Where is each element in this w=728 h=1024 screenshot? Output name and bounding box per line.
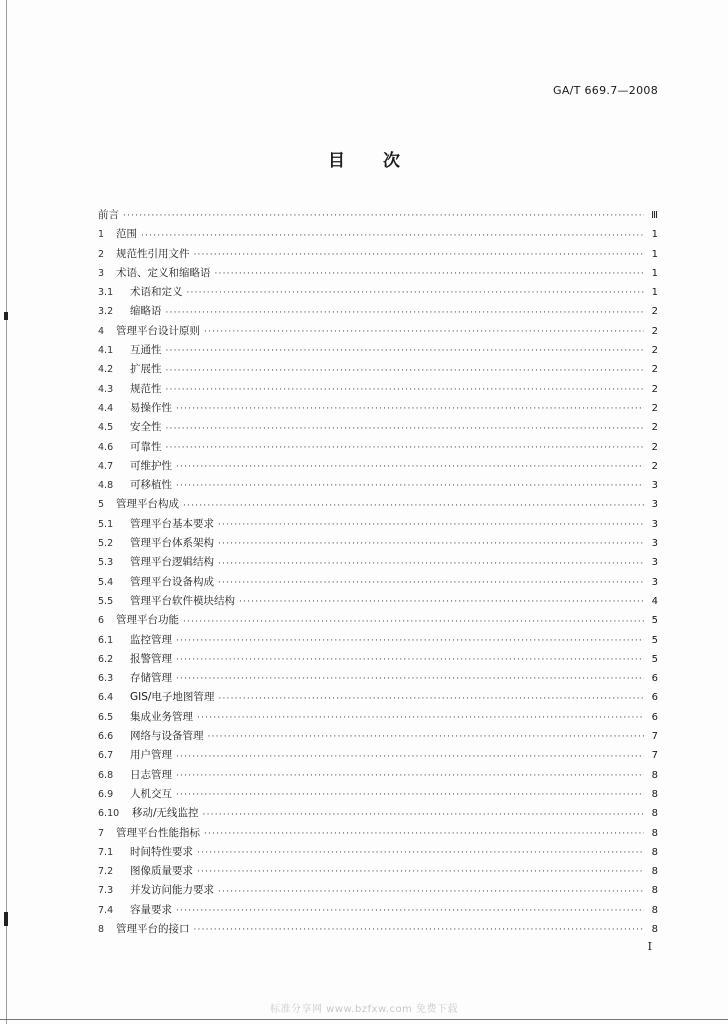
toc-leader-dots <box>204 826 644 843</box>
toc-entry-number: 6.5 <box>98 711 114 723</box>
toc-leader-dots <box>176 768 644 785</box>
toc-entry <box>98 322 658 341</box>
toc-leader-dots <box>215 266 645 283</box>
toc-entry-number: 5 <box>98 499 105 511</box>
toc-entry-label: 可维护性 <box>130 459 172 472</box>
page-number: I <box>647 940 652 953</box>
toc-entry-number: 7 <box>98 827 105 839</box>
toc-leader-dots <box>197 864 644 881</box>
toc-entry <box>98 862 658 881</box>
toc-entry-page: 3 <box>651 518 658 530</box>
toc-entry-page: 3 <box>651 499 658 511</box>
toc-entry-number: 5.3 <box>98 557 114 569</box>
toc-leader-dots <box>218 517 644 534</box>
toc-leader-dots <box>187 285 645 302</box>
toc-entry-number: 7.3 <box>98 885 114 897</box>
toc-entry-label: 互通性 <box>130 344 162 357</box>
toc-entry <box>98 302 658 321</box>
toc-entry <box>98 245 658 264</box>
toc-entry <box>98 688 658 707</box>
toc-leader-dots <box>183 614 644 631</box>
toc-leader-dots <box>208 729 645 746</box>
toc-entry <box>98 592 658 611</box>
scan-edge-bottom <box>0 1019 728 1020</box>
toc-entry-number: 4.1 <box>98 345 114 357</box>
toc-entry-label: 术语和定义 <box>130 286 183 299</box>
toc-leader-dots <box>166 305 645 322</box>
toc-entry-page: 5 <box>651 615 658 627</box>
toc-entry-page: 6 <box>651 673 658 685</box>
toc-entry-label: 移动/无线监控 <box>132 807 199 820</box>
toc-entry-page: 2 <box>651 460 658 472</box>
toc-entry-number: 6.8 <box>98 769 114 781</box>
toc-entry <box>98 804 658 823</box>
toc-entry-page: 2 <box>651 422 658 434</box>
toc-entry <box>98 457 658 476</box>
toc-entry <box>98 746 658 765</box>
toc-entry-page: 3 <box>651 557 658 569</box>
toc-entry-label: 管理平台构成 <box>116 498 179 511</box>
toc-entry-number: 4 <box>98 325 105 337</box>
toc-entry <box>98 669 658 688</box>
toc-leader-dots <box>123 208 644 225</box>
toc-entry-number: 7.1 <box>98 846 114 858</box>
toc-entry-number: 3 <box>98 267 105 279</box>
toc-entry-label: 管理平台体系架构 <box>130 537 214 550</box>
toc-entry <box>98 631 658 650</box>
toc-leader-dots <box>176 903 644 920</box>
toc-entry-page: 8 <box>651 885 658 897</box>
toc-entry-page: 6 <box>651 692 658 704</box>
toc-leader-dots <box>197 845 644 862</box>
toc-entry <box>98 264 658 283</box>
toc-entry-label: 规范性引用文件 <box>116 247 190 260</box>
toc-leader-dots <box>176 478 644 495</box>
toc-entry-label: 用户管理 <box>130 749 172 762</box>
toc-leader-dots <box>141 228 644 245</box>
toc-entry-label: 术语、定义和缩略语 <box>116 266 211 279</box>
toc-entry <box>98 785 658 804</box>
toc-entry-number: 4.6 <box>98 441 114 453</box>
toc-entry <box>98 283 658 302</box>
toc-entry-number: 3.2 <box>98 306 114 318</box>
toc-entry-number: 7.4 <box>98 904 114 916</box>
toc-leader-dots <box>176 633 644 650</box>
toc-leader-dots <box>166 440 645 457</box>
toc-entry-page: 2 <box>651 306 658 318</box>
toc-entry-label: 管理平台功能 <box>116 614 179 627</box>
toc-entry-page: 2 <box>651 383 658 395</box>
toc-leader-dots <box>218 884 644 901</box>
toc-entry-label: 人机交互 <box>130 787 172 800</box>
toc-entry <box>98 650 658 669</box>
toc-entry-label: 管理平台设备构成 <box>130 575 214 588</box>
toc-entry <box>98 766 658 785</box>
document-code: GA/T 669.7—2008 <box>553 84 658 97</box>
toc-entry-page: 8 <box>651 808 658 820</box>
toc-entry-number: 6.1 <box>98 634 114 646</box>
toc-entry-page: 1 <box>651 229 658 241</box>
toc-entry <box>98 495 658 514</box>
toc-title <box>0 146 728 171</box>
toc-leader-dots <box>218 536 644 553</box>
toc-entry-label: 管理平台性能指标 <box>116 826 200 839</box>
scan-mark <box>4 312 8 320</box>
toc-entry-label: 存储管理 <box>130 672 172 685</box>
toc-entry-number: 6.2 <box>98 653 114 665</box>
toc-entry-label: 图像质量要求 <box>130 865 193 878</box>
toc-entry-page: 7 <box>651 731 658 743</box>
toc-entry-number: 1 <box>98 229 105 241</box>
toc-leader-dots <box>197 710 644 727</box>
toc-entry-number: 7.2 <box>98 866 114 878</box>
toc-leader-dots <box>194 922 645 939</box>
watermark: 标准分享网 www.bzfxw.com 免费下载 <box>270 1004 458 1015</box>
toc-entry-page: 1 <box>651 248 658 260</box>
toc-entry-page: 5 <box>651 634 658 646</box>
toc-entry-page: 1 <box>651 287 658 299</box>
toc-entry-number: 6.9 <box>98 788 114 800</box>
toc-leader-dots <box>183 498 644 515</box>
toc-entry-number: 4.2 <box>98 364 114 376</box>
toc-leader-dots <box>203 807 644 824</box>
toc-entry-label: 管理平台的接口 <box>116 922 190 935</box>
toc-entry-page: 3 <box>651 576 658 588</box>
toc-entry-label: 管理平台设计原则 <box>116 324 200 337</box>
toc-entry-number: 6 <box>98 615 105 627</box>
toc-entry <box>98 515 658 534</box>
toc-entry-page: 8 <box>651 904 658 916</box>
toc-entry-label: 扩展性 <box>130 363 162 376</box>
toc-entry <box>98 727 658 746</box>
toc-entry <box>98 708 658 727</box>
toc-leader-dots <box>166 343 645 360</box>
toc-entry-page: 1 <box>651 267 658 279</box>
toc-entry-page: 8 <box>651 866 658 878</box>
toc-leader-dots <box>176 401 644 418</box>
toc-leader-dots <box>218 691 644 708</box>
toc-entry <box>98 225 658 244</box>
toc-entry-page: 2 <box>651 441 658 453</box>
toc-entry <box>98 901 658 920</box>
toc-entry <box>98 380 658 399</box>
toc-leader-dots <box>239 594 644 611</box>
toc-entry-number: 4.4 <box>98 402 114 414</box>
toc-entry-label: 安全性 <box>130 421 162 434</box>
toc-entry-label: 可靠性 <box>130 440 162 453</box>
toc-entry-number: 5.5 <box>98 595 114 607</box>
toc-entry-page: 8 <box>651 846 658 858</box>
toc-entry-label: 缩略语 <box>130 305 162 318</box>
toc-entry-page: 8 <box>651 769 658 781</box>
toc-leader-dots <box>218 556 644 573</box>
toc-entry-number: 5.2 <box>98 538 114 550</box>
toc-leader-dots <box>176 749 644 766</box>
toc-entry-number: 5.1 <box>98 518 114 530</box>
toc-entry-label: 容量要求 <box>130 903 172 916</box>
toc-title-char: 目 <box>328 151 345 171</box>
toc-entry-page: 2 <box>651 345 658 357</box>
toc-entry-page: 5 <box>651 653 658 665</box>
toc-entry-page: 8 <box>651 827 658 839</box>
toc-leader-dots <box>218 575 644 592</box>
toc-entry-label: 管理平台软件模块结构 <box>130 594 235 607</box>
toc-title-char: 次 <box>383 151 400 171</box>
toc-entry-page: 4 <box>651 595 658 607</box>
toc-entry-page: 8 <box>651 788 658 800</box>
toc-entry-number: 4.8 <box>98 480 114 492</box>
toc-entry-number: 3.1 <box>98 287 114 299</box>
toc-entry-number: 6.3 <box>98 673 114 685</box>
toc-entry-label: 网络与设备管理 <box>130 730 204 743</box>
toc-entry-page: 8 <box>651 923 658 935</box>
toc-entry-page: 3 <box>651 538 658 550</box>
toc-entry-label: GIS/电子地图管理 <box>130 691 215 704</box>
toc-entry <box>98 573 658 592</box>
toc-entry <box>98 418 658 437</box>
toc-entry <box>98 399 658 418</box>
toc-entry-number: 6.4 <box>98 692 114 704</box>
toc-entry-label: 并发访问能力要求 <box>130 884 214 897</box>
toc-leader-dots <box>176 459 644 476</box>
toc-entry-label: 管理平台逻辑结构 <box>130 556 214 569</box>
toc-entry <box>98 920 658 939</box>
toc-entry <box>98 843 658 862</box>
toc-leader-dots <box>176 652 644 669</box>
toc-entry-label: 报警管理 <box>130 652 172 665</box>
toc-entry-page: 7 <box>651 750 658 762</box>
scan-mark <box>4 912 8 926</box>
toc-entry <box>98 824 658 843</box>
toc-entry-label: 前言 <box>98 209 119 221</box>
toc-entry-number: 4.3 <box>98 383 114 395</box>
toc-entry <box>98 534 658 553</box>
toc-entry-number: 6.6 <box>98 731 114 743</box>
toc-entry <box>98 553 658 572</box>
toc-leader-dots <box>204 324 644 341</box>
toc-entry-number: 5.4 <box>98 576 114 588</box>
toc-leader-dots <box>166 421 645 438</box>
toc-leader-dots <box>166 363 645 380</box>
toc-entry <box>98 881 658 900</box>
toc-leader-dots <box>194 247 645 264</box>
toc-leader-dots <box>176 671 644 688</box>
toc-entry-page: 6 <box>651 711 658 723</box>
toc-entry-label: 日志管理 <box>130 768 172 781</box>
toc-entry-number: 4.5 <box>98 422 114 434</box>
toc-entry-label: 管理平台基本要求 <box>130 517 214 530</box>
toc-entry <box>98 476 658 495</box>
toc-entry-label: 易操作性 <box>130 401 172 414</box>
toc-entry-page: Ⅲ <box>651 210 658 221</box>
toc-entry-number: 2 <box>98 248 105 260</box>
toc-entry-page: 2 <box>651 325 658 337</box>
toc-entry-label: 监控管理 <box>130 633 172 646</box>
toc-entry-page: 2 <box>651 402 658 414</box>
toc-entry-label: 可移植性 <box>130 479 172 492</box>
toc-entry-page: 2 <box>651 364 658 376</box>
table-of-contents <box>98 206 658 939</box>
toc-entry-number: 6.7 <box>98 750 114 762</box>
toc-entry-label: 集成业务管理 <box>130 710 193 723</box>
toc-entry-page: 3 <box>651 480 658 492</box>
toc-entry-label: 规范性 <box>130 382 162 395</box>
toc-entry-number: 4.7 <box>98 460 114 472</box>
toc-entry <box>98 360 658 379</box>
toc-entry <box>98 341 658 360</box>
toc-entry <box>98 438 658 457</box>
toc-entry-label: 范围 <box>116 228 137 241</box>
toc-leader-dots <box>176 787 644 804</box>
toc-entry-number: 8 <box>98 923 105 935</box>
toc-entry <box>98 611 658 630</box>
toc-entry-label: 时间特性要求 <box>130 845 193 858</box>
toc-leader-dots <box>166 382 645 399</box>
toc-entry <box>98 206 658 225</box>
toc-entry-number: 6.10 <box>98 808 120 820</box>
